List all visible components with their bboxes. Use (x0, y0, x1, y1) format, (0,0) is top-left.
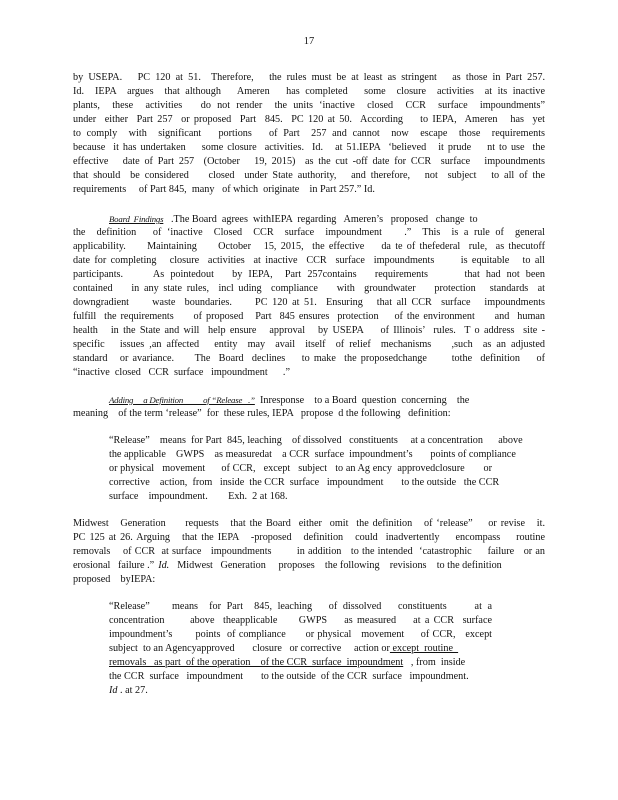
text-line: proposed byIEPA: (73, 574, 156, 585)
text-line: plants, these activities do not render the units ‘inactive closed CCR surface impoundments” (73, 100, 545, 111)
citation-id: Id (109, 685, 118, 696)
text-line (109, 212, 545, 227)
text-line: PC 125 at 26. Arguing that the IEPA -proposed definition could inadvertently encompass routine (73, 532, 545, 543)
text-line: health in the State and will help ensure approval by USEPA of Illinois’ rules. T o address site - (73, 325, 545, 336)
quote-line: the applicable GWPS as measuredat a CCR surface impoundment’s points of compliance (109, 449, 516, 460)
inserted-text: removals as part of the operation of the CCR surface impoundment (109, 657, 404, 668)
citation-id: Id. (158, 560, 170, 571)
text-line: applicability. Maintaining October 15, 2015, the effective da te of thefederal rule, as thecutoff (73, 241, 545, 252)
text-line: date for completing closure activities at inactive CCR surface impoundments is equitable to all (73, 255, 545, 266)
text-run: , from inside (403, 657, 466, 668)
text-line: downgradient waste boundaries. PC 120 at 51. Ensuring that all CCR surface impoundments (73, 297, 545, 308)
text-run: Inresponse to a Board question concerning the (254, 395, 470, 406)
text-line: Midwest Generation requests that the Board either omit the definition of ‘release” or revise it. (73, 518, 545, 529)
text-run: .The Board agrees withIEPA regarding Ameren’s proposed change to (163, 214, 478, 225)
text-line (73, 559, 545, 573)
text-line: because it has undertaken some closure activities. Id. at 51.IEPA ‘believed it prude nt to use the (73, 142, 545, 153)
text-line: effective date of Part 257 (October 19, 2015) as the cut -off date for CCR surface impoundments (73, 156, 545, 167)
text-run: erosional failure .” (73, 560, 155, 571)
quote-line: concentration above theapplicable GWPS as measured at a CCR surface (109, 615, 492, 626)
text-line: meaning of the term ‘release” for these rules, IEPA propose d the following definition: (73, 408, 451, 419)
text-line: by USEPA. PC 120 at 51. Therefore, the rules must be at least as stringent as those in Part 257. (73, 72, 545, 83)
text-line: the definition of ‘inactive Closed CCR surface impoundment .” This is a rule of general (73, 227, 545, 238)
text-run: . at 27. (117, 685, 148, 696)
section-heading: Board Findings (109, 214, 164, 224)
quote-line (109, 642, 492, 656)
text-line: standard or avariance. The Board declines to make the proposedchange tothe definition of (73, 353, 545, 364)
text-line: requirements of Part 845, many of which originate in Part 257.” Id. (73, 184, 375, 195)
quote-line: the CCR surface impoundment to the outside of the CCR surface impoundment. (109, 671, 469, 682)
inserted-text: except routine (389, 643, 459, 654)
text-line: specific issues ,an affected entity may avail itself of relief mechanisms ,such as an adjusted (73, 339, 545, 350)
text-line: contained in any state rules, incl uding compliance with groundwater protection standards at (73, 283, 545, 294)
text-line: that should be considered closed under State authority, and therefore, not subject to all of the (73, 170, 545, 181)
text-line: removals of CCR at surface impoundments in addition to the intended ‘catastrophic failure or an (73, 546, 545, 557)
text-line: under either Part 257 or proposed Part 845. PC 120 at 50. According to IEPA, Ameren has yet (73, 114, 545, 125)
quote-line: or physical movement of CCR, except subject to an Ag ency approvedclosure or (109, 463, 492, 474)
quote-line (109, 684, 492, 698)
text-line: Id. IEPA argues that although Ameren has completed some closure activities at its inactive (73, 86, 545, 97)
page-number: 17 (303, 36, 315, 47)
text-line: participants. As pointedout by IEPA, Part 257contains requirements that had not been (73, 269, 545, 280)
text-run: Midwest Generation proposes the following revisions to the definition (177, 560, 502, 571)
quote-line: surface impoundment. Exh. 2 at 168. (109, 491, 288, 502)
quote-line: impoundment’s points of compliance or physical movement of CCR, except (109, 629, 492, 640)
quote-line: “Release” means for Part 845, leaching of dissolved constituents at a (109, 601, 492, 612)
text-line: to comply with significant portions of Part 257 and cannot now escape those requirements (73, 128, 545, 139)
section-heading: Adding a Definition of “Release .” (109, 395, 255, 405)
text-line (109, 393, 545, 408)
quote-line: “Release” means for Part 845, leaching of dissolved constituents at a concentration above (109, 435, 523, 446)
text-line: “inactive closed CCR surface impoundment .” (73, 367, 290, 378)
text-line: fulfill the requirements of proposed Part 845 ensures protection of the environment and human (73, 311, 545, 322)
quote-line (109, 656, 492, 670)
text-run: subject to an Agencyapproved closure or corrective action or (109, 643, 390, 654)
quote-line: corrective action, from inside the CCR surface impoundment to the outside the CCR (109, 477, 500, 488)
